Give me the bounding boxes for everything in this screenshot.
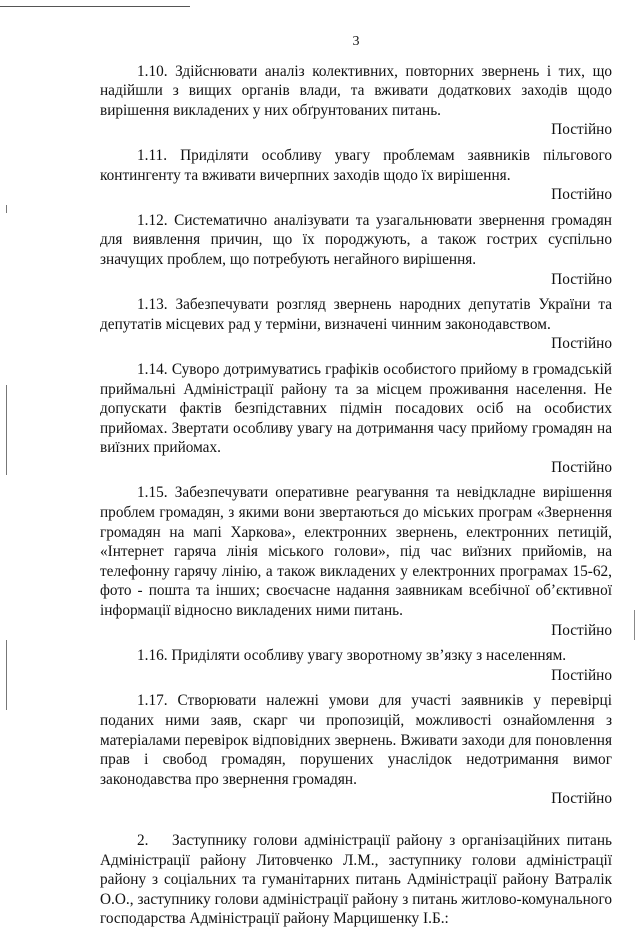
paragraph-text: 1.13. Забезпечувати розгляд звернень народних депутатів України та депутатів місцевих рад у терміни, визначені чинним законодавством. [100, 296, 612, 333]
scan-artifact-mark [6, 385, 7, 475]
status-label: Постійно [551, 335, 612, 353]
status-label: Постійно [551, 621, 612, 639]
status-label: Постійно [551, 121, 612, 139]
paragraph-text: 1.14. Суворо дотримуватись графіків особистого прийому в громадській приймальні Адміністрації району та за місцем проживання населення. Не допускати фактів безпідставних підмін посадових осіб на особистих прийомах. Звертати особливу увагу на дотримання часу прийому громадян на виїзних прийомах. [100, 360, 612, 457]
paragraph-1-10 [100, 62, 612, 121]
status-label: Постійно [551, 790, 612, 808]
paragraph-1-12 [100, 211, 612, 270]
status-label: Постійно [551, 666, 612, 684]
paragraph-text: 1.10. Здійснювати аналіз колективних, повторних звернень і тих, що надійшли з вищих органів влади, та вживати додаткових заходів щодо вирішення викладених у них обґрунтованих питань. [100, 62, 612, 119]
page-number: 3 [352, 34, 360, 49]
scan-artifact-mark [6, 205, 7, 213]
paragraph-text: 1.11. Приділяти особливу увагу проблемам заявників пільгового контингенту та вживати вичерпних заходів щодо їх вирішення. [100, 146, 612, 184]
paragraph-1-15 [100, 483, 612, 620]
paragraph-text: 1.17. Створювати належні умови для участі заявників у перевірці поданих ними заяв, скарг чи пропозицій, можливості ознайомлення з матеріалами перевірок відповідних звернень. Вживати заходи для поновлення прав і свобод громадян, порушених унаслідок недотримання вимог законодавства про звернення громадян. [100, 692, 612, 788]
paragraph-text: 1.15. Забезпечувати оперативне реагування та невідкладне вирішення проблем громадян, з якими вони звертаються до міських програм «Звернення громадян на мапі Харкова», електронних звернень, електронних петицій, «Інтернет гаряча лінія міського голови», під час виїзних прийомів, на телефонну гарячу лінію, а також викладених у електронних програмах 15-62, фото - пошта та інших; своєчасне надання заявникам всебічної об’єктивної інформації відносно викладених ними питань. [100, 484, 612, 620]
paragraph-1-16 [100, 646, 612, 666]
paragraph-1-14 [100, 360, 612, 458]
document-page [100, 32, 612, 929]
paragraph-1-11 [100, 146, 612, 185]
section-number: 2. [137, 831, 149, 849]
paragraph-text: 1.12. Систематично аналізувати та узагальнювати звернення громадян для виявлення причин, що їх породжують, а також гострих суспільно значущих проблем, що потребують негайного вирішення. [100, 211, 612, 268]
paragraph-text: 1.16. Приділяти особливу увагу зворотному зв’язку з населенням. [137, 647, 567, 665]
section-2-paragraph [100, 831, 612, 929]
section-text: Заступнику голови адміністрації району з організаційних питань Адміністрації району Литовченко Л.М., заступнику голови адміністрації району з соціальних та гуманітарних питань Адміністрації району Ватралік О.О., заступнику голови адміністрації району з питань житлово-комунального господарства Адміністрації району Марцишенку І.Б.: [100, 831, 612, 928]
status-label: Постійно [551, 270, 612, 288]
status-label: Постійно [551, 458, 612, 476]
paragraph-1-17 [100, 691, 612, 789]
scan-artifact-mark [6, 640, 7, 710]
status-label: Постійно [551, 186, 612, 204]
scan-artifact-line [0, 6, 190, 7]
paragraph-1-13 [100, 295, 612, 334]
scan-artifact-mark [634, 610, 635, 640]
